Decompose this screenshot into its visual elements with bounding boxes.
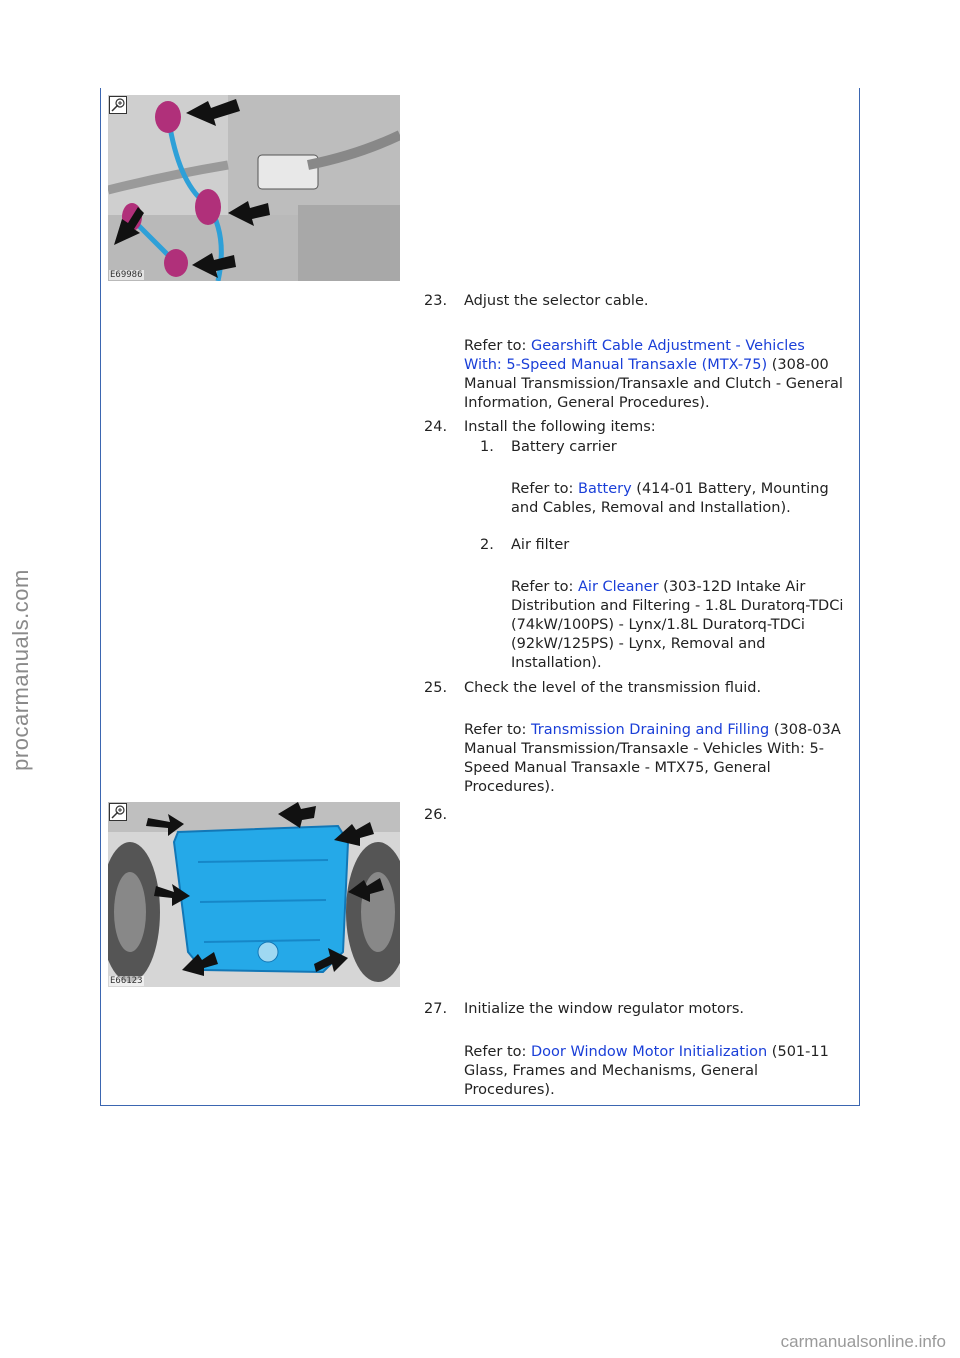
figure-code: E69986 [110,270,143,280]
step-24-item-2-reference: Refer to: Air Cleaner (303-12D Intake Air Distribution and Filtering - 1.8L Duratorq-TDCi (74kW/100PS) - Lynx/1.8L Duratorq-TDCi (92kW/125PS) - Lynx, Removal and Installation). [511,579,844,671]
selector-cable-illustration [108,95,400,281]
step-24-item-1-reference: Refer to: Battery (414-01 Battery, Mounting and Cables, Removal and Installation). [511,481,829,516]
link-battery[interactable]: Battery [578,481,632,497]
link-gearshift-cable-adjustment[interactable]: Gearshift Cable Adjustment - Vehicles With: 5-Speed Manual Transaxle (MTX-75) [464,338,805,373]
figure-code: E66123 [110,976,143,986]
step-27-reference: Refer to: Door Window Motor Initialization (501-11 Glass, Frames and Mechanisms, General Procedures). [464,1044,829,1098]
figure-undershield[interactable] [108,802,400,987]
zoom-icon[interactable] [109,803,127,821]
footer-watermark: carmanualsonline.info [780,1332,946,1351]
step-25-reference: Refer to: Transmission Draining and Filling (308-03A Manual Transmission/Transaxle - Vehicles With: 5-Speed Manual Transaxle - MTX75, General Procedures). [464,722,841,795]
link-door-window-motor-initialization[interactable]: Door Window Motor Initialization [531,1044,768,1060]
step-23-reference: Refer to: Gearshift Cable Adjustment - Vehicles With: 5-Speed Manual Transaxle (MTX-75) (308-00 Manual Transmission/Transaxle and Clutch - General Information, General Procedures). [464,338,843,411]
link-air-cleaner[interactable]: Air Cleaner [578,579,659,595]
link-transmission-draining-and-filling[interactable]: Transmission Draining and Filling [531,722,770,738]
undershield-illustration [108,802,400,987]
zoom-icon[interactable] [109,96,127,114]
figure-selector-cable[interactable] [108,95,400,281]
side-watermark: procarmanuals.com [8,569,33,771]
